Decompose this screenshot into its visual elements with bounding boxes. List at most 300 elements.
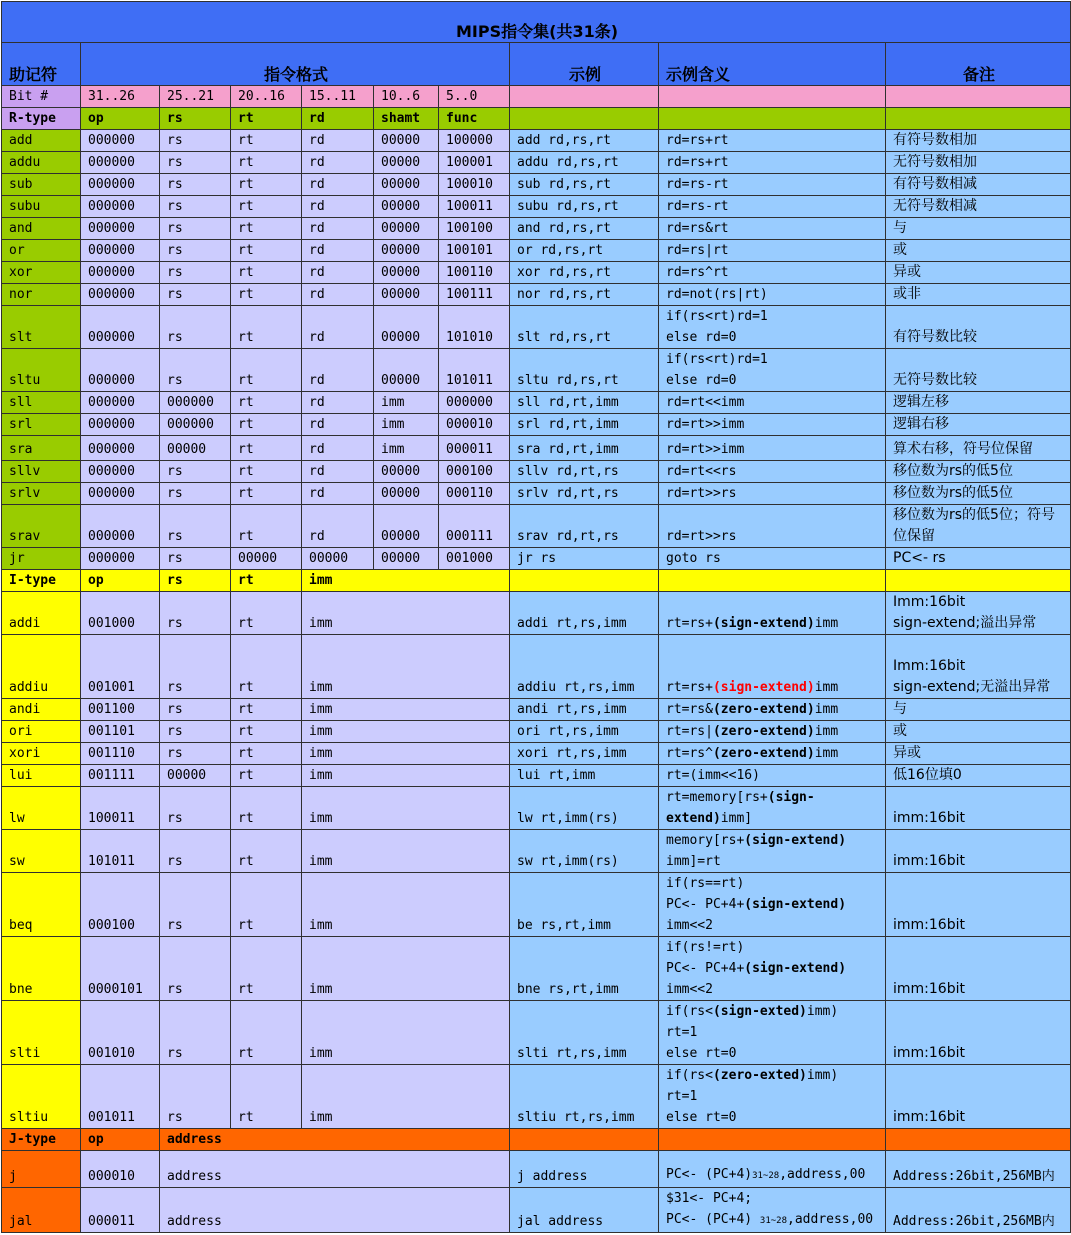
rt-cell: rt (231, 1001, 302, 1065)
meaning-text: rt=(imm<<16) (666, 768, 760, 783)
rs-cell: rs (160, 306, 231, 349)
imm-cell: imm (302, 765, 510, 787)
table-cell (510, 570, 659, 592)
table-cell (659, 1129, 886, 1151)
rt-cell: rt (231, 743, 302, 765)
itype-row (2, 743, 1071, 765)
meaning-text: if(rs< (666, 1068, 713, 1083)
rt-cell: rt (231, 1065, 302, 1129)
rtype-row (2, 152, 1071, 174)
mnemonic-cell: sw (2, 830, 81, 873)
rs-cell: rs (160, 873, 231, 937)
example-cell: be rs,rt,imm (510, 873, 659, 937)
op-cell: 000000 (81, 240, 160, 262)
itype-header-row (2, 570, 1071, 592)
rd-cell: rd (302, 392, 374, 414)
meaning-cell (659, 1188, 886, 1233)
rtype-row (2, 548, 1071, 570)
itype-row (2, 937, 1071, 1001)
shamt-cell: 00000 (374, 349, 439, 392)
mnemonic-cell: lw (2, 787, 81, 830)
remark-cell: 有符号数相减 (886, 174, 1071, 196)
rd-cell: rd (302, 349, 374, 392)
meaning-cell: rd=rs|rt (659, 240, 886, 262)
rs-cell: rs (160, 1065, 231, 1129)
rs-cell: 000000 (160, 414, 231, 436)
remark-cell: 无符号数相减 (886, 196, 1071, 218)
rt-cell: rt (231, 787, 302, 830)
example-cell: add rd,rs,rt (510, 130, 659, 152)
meaning-text: rt=rs& (666, 702, 713, 717)
meaning-cell: rd=rs&rt (659, 218, 886, 240)
example-cell: ori rt,rs,imm (510, 721, 659, 743)
example-cell: srav rd,rt,rs (510, 505, 659, 548)
meaning-text: ,address,00 (787, 1212, 874, 1227)
meaning-text: rt=rs+ (666, 616, 713, 631)
shamt-cell: 00000 (374, 505, 439, 548)
shamt-cell: 00000 (374, 196, 439, 218)
imm-cell: imm (302, 592, 510, 635)
rt-cell: rt (231, 721, 302, 743)
remark-cell: 有符号数比较 (886, 306, 1071, 349)
op-cell: 000100 (81, 873, 160, 937)
meaning-cell (659, 765, 886, 787)
rs-cell: rs (160, 548, 231, 570)
meaning-text: imm]=rt (666, 854, 721, 869)
itype-field-rt: rt (231, 570, 302, 592)
rd-cell: rd (302, 284, 374, 306)
mips-instruction-table (1, 1, 1071, 1233)
rtype-field-rd: rd (302, 108, 374, 130)
mnemonic-cell: slt (2, 306, 81, 349)
rtype-row (2, 414, 1071, 436)
meaning-text: imm (814, 702, 839, 717)
rs-cell: rs (160, 635, 231, 699)
address-cell: address (160, 1151, 510, 1188)
meaning-extend: (sign-extend) (744, 897, 847, 912)
example-cell: xor rd,rs,rt (510, 262, 659, 284)
imm-cell: imm (302, 1065, 510, 1129)
rs-cell: rs (160, 830, 231, 873)
meaning-cell: rd=rt>>rs (659, 505, 886, 548)
mnemonic-cell: srl (2, 414, 81, 436)
remark-cell: Imm:16bit sign-extend;溢出异常 (886, 592, 1071, 635)
jtype-label: J-type (2, 1129, 81, 1151)
meaning-cell: rd=rs-rt (659, 196, 886, 218)
rtype-field-rt: rt (231, 108, 302, 130)
itype-row (2, 721, 1071, 743)
imm-cell: imm (302, 699, 510, 721)
example-cell: addi rt,rs,imm (510, 592, 659, 635)
mnemonic-cell: add (2, 130, 81, 152)
rd-cell: rd (302, 196, 374, 218)
meaning-cell (659, 830, 886, 873)
example-cell: sltu rd,rs,rt (510, 349, 659, 392)
rtype-row (2, 196, 1071, 218)
meaning-cell (659, 721, 886, 743)
rd-cell: 00000 (302, 548, 374, 570)
meaning-cell (659, 1065, 886, 1129)
meaning-cell: rd=rt>>imm (659, 436, 886, 461)
shamt-cell: 00000 (374, 483, 439, 505)
meaning-text: imm<<2 (666, 982, 713, 997)
example-cell: sll rd,rt,imm (510, 392, 659, 414)
meaning-extend: (zero-exted) (712, 1068, 807, 1083)
meaning-cell (659, 592, 886, 635)
rtype-row (2, 349, 1071, 392)
func-cell: 101011 (439, 349, 510, 392)
example-cell: j address (510, 1151, 659, 1188)
rt-cell: rt (231, 196, 302, 218)
rs-cell: rs (160, 130, 231, 152)
op-cell: 000000 (81, 505, 160, 548)
bit-field-1: 31..26 (81, 86, 160, 108)
rtype-row (2, 262, 1071, 284)
op-cell: 0000101 (81, 937, 160, 1001)
table-cell (886, 570, 1071, 592)
remark-cell: 移位数为rs的低5位 (886, 461, 1071, 483)
rs-cell: rs (160, 349, 231, 392)
mnemonic-cell: sltiu (2, 1065, 81, 1129)
jtype-field-op: op (81, 1129, 160, 1151)
itype-row (2, 1065, 1071, 1129)
op-cell: 000000 (81, 262, 160, 284)
rt-cell: rt (231, 635, 302, 699)
rs-cell: rs (160, 505, 231, 548)
rt-cell: rt (231, 461, 302, 483)
rt-cell: rt (231, 130, 302, 152)
rd-cell: rd (302, 240, 374, 262)
meaning-cell (659, 1001, 886, 1065)
meaning-text: if(rs< (666, 1004, 713, 1019)
op-cell: 000000 (81, 218, 160, 240)
meaning-text: if(rs==rt) PC<- PC+4+ (666, 876, 745, 912)
func-cell: 101010 (439, 306, 510, 349)
mnemonic-cell: srlv (2, 483, 81, 505)
header-format: 指令格式 (81, 43, 510, 86)
meaning-text: imm (814, 746, 839, 761)
rs-cell: rs (160, 262, 231, 284)
op-cell: 001001 (81, 635, 160, 699)
rt-cell: rt (231, 592, 302, 635)
mnemonic-cell: sllv (2, 461, 81, 483)
meaning-cell (659, 743, 886, 765)
table-title: MIPS指令集(共31条) (2, 2, 1071, 43)
shamt-cell: imm (374, 436, 439, 461)
meaning-cell: rd=not(rs|rt) (659, 284, 886, 306)
mnemonic-cell: bne (2, 937, 81, 1001)
jtype-row (2, 1151, 1071, 1188)
rd-cell: rd (302, 414, 374, 436)
meaning-extend: (sign-exted) (712, 1004, 807, 1019)
op-cell: 000011 (81, 1188, 160, 1233)
address-cell: address (160, 1188, 510, 1233)
meaning-cell: rd=rt<<rs (659, 461, 886, 483)
bit-row (2, 86, 1071, 108)
example-cell: jal address (510, 1188, 659, 1233)
mnemonic-cell: or (2, 240, 81, 262)
meaning-cell (659, 1151, 886, 1188)
meaning-text: if(rs!=rt) PC<- PC+4+ (666, 940, 745, 976)
rt-cell: rt (231, 240, 302, 262)
rt-cell: rt (231, 392, 302, 414)
op-cell: 000000 (81, 392, 160, 414)
remark-cell: 或 (886, 240, 1071, 262)
op-cell: 000000 (81, 436, 160, 461)
shamt-cell: 00000 (374, 548, 439, 570)
meaning-cell: rd=rs-rt (659, 174, 886, 196)
op-cell: 001111 (81, 765, 160, 787)
rd-cell: rd (302, 461, 374, 483)
rt-cell: rt (231, 218, 302, 240)
remark-cell: 逻辑右移 (886, 414, 1071, 436)
rs-cell: rs (160, 152, 231, 174)
meaning-text: imm (814, 724, 839, 739)
remark-cell: 无符号数比较 (886, 349, 1071, 392)
remark-cell: 异或 (886, 262, 1071, 284)
bit-field-6: 5..0 (439, 86, 510, 108)
rs-cell: rs (160, 461, 231, 483)
mnemonic-cell: ori (2, 721, 81, 743)
func-cell: 000000 (439, 392, 510, 414)
op-cell: 000000 (81, 548, 160, 570)
func-cell: 000100 (439, 461, 510, 483)
remark-cell: 低16位填0 (886, 765, 1071, 787)
shamt-cell: 00000 (374, 461, 439, 483)
func-cell: 100001 (439, 152, 510, 174)
jtype-row (2, 1188, 1071, 1233)
mnemonic-cell: xor (2, 262, 81, 284)
remark-cell: imm:16bit (886, 937, 1071, 1001)
header-example: 示例 (510, 43, 659, 86)
mnemonic-cell: subu (2, 196, 81, 218)
example-cell: addiu rt,rs,imm (510, 635, 659, 699)
remark-cell: 或 (886, 721, 1071, 743)
mnemonic-cell: xori (2, 743, 81, 765)
mnemonic-cell: addiu (2, 635, 81, 699)
func-cell: 100011 (439, 196, 510, 218)
rtype-field-op: op (81, 108, 160, 130)
rs-cell: 00000 (160, 436, 231, 461)
meaning-cell (659, 787, 886, 830)
rd-cell: rd (302, 306, 374, 349)
op-cell: 000000 (81, 461, 160, 483)
rtype-row (2, 483, 1071, 505)
mnemonic-cell: sub (2, 174, 81, 196)
shamt-cell: 00000 (374, 262, 439, 284)
imm-cell: imm (302, 873, 510, 937)
remark-cell: Address:26bit,256MB内 (886, 1188, 1071, 1233)
rtype-row (2, 306, 1071, 349)
example-cell: sra rd,rt,imm (510, 436, 659, 461)
rs-cell: rs (160, 743, 231, 765)
example-cell: xori rt,rs,imm (510, 743, 659, 765)
rt-cell: rt (231, 505, 302, 548)
example-cell: sub rd,rs,rt (510, 174, 659, 196)
rtype-row (2, 392, 1071, 414)
func-cell: 100110 (439, 262, 510, 284)
jtype-header-row (2, 1129, 1071, 1151)
meaning-extend: (sign- extend) (666, 790, 815, 826)
rtype-label: R-type (2, 108, 81, 130)
remark-cell: 异或 (886, 743, 1071, 765)
example-cell: slti rt,rs,imm (510, 1001, 659, 1065)
rs-cell: rs (160, 937, 231, 1001)
op-cell: 100011 (81, 787, 160, 830)
itype-row (2, 765, 1071, 787)
func-cell: 000011 (439, 436, 510, 461)
example-cell: or rd,rs,rt (510, 240, 659, 262)
meaning-text: rt=memory[rs+ (666, 790, 768, 805)
meaning-subscript: 31~28 (752, 1171, 780, 1181)
rt-cell: rt (231, 699, 302, 721)
remark-cell: 移位数为rs的低5位 (886, 483, 1071, 505)
example-cell: sltiu rt,rs,imm (510, 1065, 659, 1129)
rt-cell: rt (231, 937, 302, 1001)
imm-cell: imm (302, 937, 510, 1001)
rd-cell: rd (302, 174, 374, 196)
func-cell: 000111 (439, 505, 510, 548)
mnemonic-cell: jal (2, 1188, 81, 1233)
meaning-cell (659, 937, 886, 1001)
meaning-extend: (zero-extend) (712, 746, 815, 761)
mnemonic-cell: sltu (2, 349, 81, 392)
rs-cell: rs (160, 483, 231, 505)
remark-cell: Imm:16bit sign-extend;无溢出异常 (886, 635, 1071, 699)
itype-field-rs: rs (160, 570, 231, 592)
rtype-field-shamt: shamt (374, 108, 439, 130)
table-cell (510, 1129, 659, 1151)
mnemonic-cell: sll (2, 392, 81, 414)
rt-cell: rt (231, 262, 302, 284)
op-cell: 000000 (81, 483, 160, 505)
mnemonic-cell: slti (2, 1001, 81, 1065)
rt-cell: rt (231, 765, 302, 787)
remark-cell: imm:16bit (886, 1001, 1071, 1065)
meaning-text: ,address,00 (779, 1167, 866, 1182)
shamt-cell: imm (374, 392, 439, 414)
itype-row (2, 635, 1071, 699)
example-cell: bne rs,rt,imm (510, 937, 659, 1001)
rs-cell: rs (160, 196, 231, 218)
meaning-extend: (zero-extend) (712, 724, 815, 739)
imm-cell: imm (302, 635, 510, 699)
remark-cell: 与 (886, 218, 1071, 240)
example-cell: subu rd,rs,rt (510, 196, 659, 218)
func-cell: 100101 (439, 240, 510, 262)
rtype-row (2, 461, 1071, 483)
remark-cell: 有符号数相加 (886, 130, 1071, 152)
rd-cell: rd (302, 218, 374, 240)
example-cell: slt rd,rs,rt (510, 306, 659, 349)
rt-cell: rt (231, 873, 302, 937)
meaning-text: PC<- (PC+4) (666, 1167, 753, 1182)
shamt-cell: 00000 (374, 152, 439, 174)
mnemonic-cell: jr (2, 548, 81, 570)
rtype-field-func: func (439, 108, 510, 130)
itype-field-op: op (81, 570, 160, 592)
op-cell: 000000 (81, 174, 160, 196)
meaning-cell (659, 635, 886, 699)
meaning-cell (659, 699, 886, 721)
shamt-cell: 00000 (374, 218, 439, 240)
meaning-text: rt=rs^ (666, 746, 713, 761)
imm-cell: imm (302, 743, 510, 765)
rtype-row (2, 218, 1071, 240)
meaning-cell: rd=rs^rt (659, 262, 886, 284)
meaning-cell: if(rs<rt)rd=1 else rd=0 (659, 349, 886, 392)
remark-cell: PC<- rs (886, 548, 1071, 570)
meaning-subscript: 31~28 (759, 1216, 788, 1226)
rs-cell: rs (160, 1001, 231, 1065)
rs-cell: rs (160, 174, 231, 196)
rd-cell: rd (302, 505, 374, 548)
func-cell: 000010 (439, 414, 510, 436)
example-cell: lw rt,imm(rs) (510, 787, 659, 830)
rtype-row (2, 174, 1071, 196)
rtype-field-rs: rs (160, 108, 231, 130)
op-cell: 001100 (81, 699, 160, 721)
rs-cell: rs (160, 240, 231, 262)
remark-cell: 无符号数相加 (886, 152, 1071, 174)
imm-cell: imm (302, 830, 510, 873)
rtype-row (2, 240, 1071, 262)
meaning-cell: rd=rs+rt (659, 152, 886, 174)
op-cell: 000000 (81, 284, 160, 306)
itype-row (2, 1001, 1071, 1065)
op-cell: 001110 (81, 743, 160, 765)
itype-row (2, 787, 1071, 830)
shamt-cell: 00000 (374, 174, 439, 196)
op-cell: 000000 (81, 414, 160, 436)
mnemonic-cell: j (2, 1151, 81, 1188)
remark-cell: Address:26bit,256MB内 (886, 1151, 1071, 1188)
rd-cell: rd (302, 436, 374, 461)
header-remark: 备注 (886, 43, 1071, 86)
op-cell: 000000 (81, 349, 160, 392)
rt-cell: rt (231, 152, 302, 174)
meaning-extend: (sign-extend) (712, 680, 815, 695)
op-cell: 001010 (81, 1001, 160, 1065)
meaning-extend: (sign-extend) (712, 616, 815, 631)
func-cell: 001000 (439, 548, 510, 570)
op-cell: 000000 (81, 152, 160, 174)
bit-field-5: 10..6 (374, 86, 439, 108)
meaning-text: memory[rs+ (666, 833, 745, 848)
bit-field-3: 20..16 (231, 86, 302, 108)
shamt-cell: 00000 (374, 284, 439, 306)
op-cell: 001101 (81, 721, 160, 743)
bit-field-4: 15..11 (302, 86, 374, 108)
rd-cell: rd (302, 130, 374, 152)
example-cell: jr rs (510, 548, 659, 570)
meaning-text: imm) rt=1 else rt=0 (666, 1004, 839, 1061)
header-meaning: 示例含义 (659, 43, 886, 86)
rt-cell: rt (231, 174, 302, 196)
rt-cell: rt (231, 349, 302, 392)
rt-cell: rt (231, 436, 302, 461)
rs-cell: rs (160, 218, 231, 240)
meaning-cell: if(rs<rt)rd=1 else rd=0 (659, 306, 886, 349)
shamt-cell: 00000 (374, 240, 439, 262)
rs-cell: 00000 (160, 765, 231, 787)
meaning-text: rt=rs| (666, 724, 713, 739)
remark-cell: 移位数为rs的低5位；符号位保留 (886, 505, 1071, 548)
imm-cell: imm (302, 787, 510, 830)
func-cell: 000110 (439, 483, 510, 505)
bit-label: Bit # (2, 86, 81, 108)
remark-cell: 与 (886, 699, 1071, 721)
